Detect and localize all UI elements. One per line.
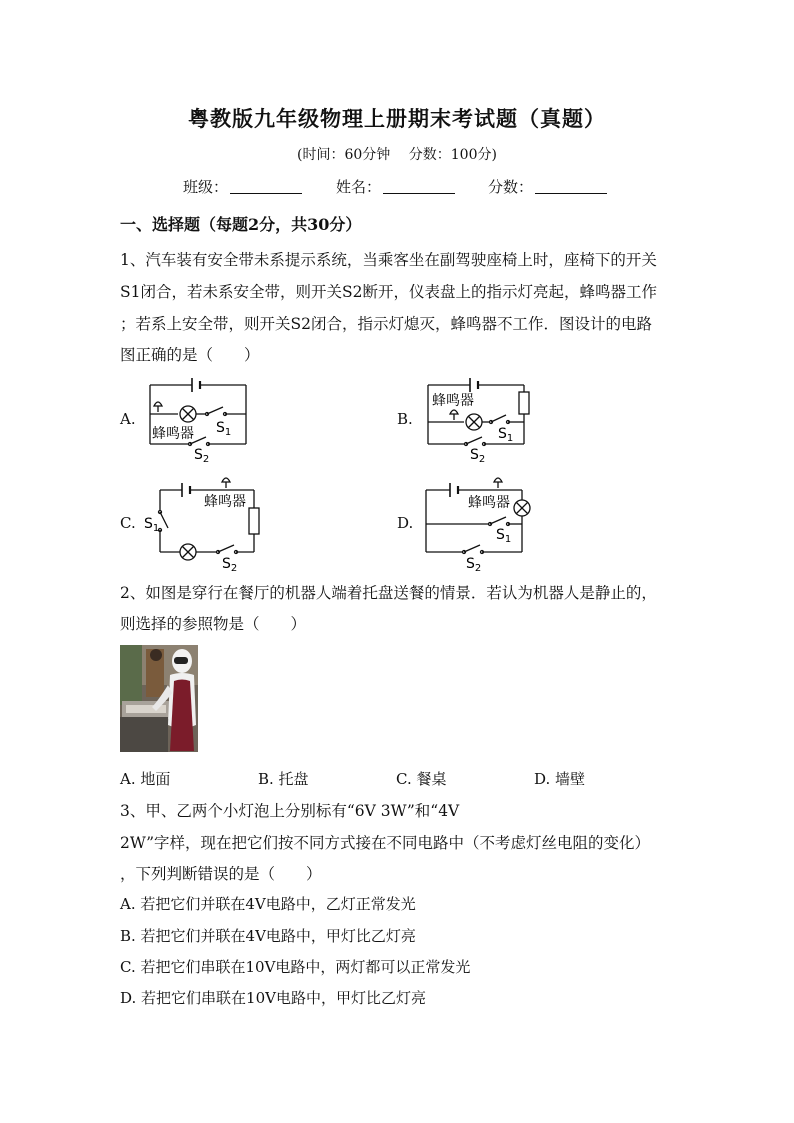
score-label: 分数： — [488, 178, 534, 196]
q2-option-c: C. 餐桌 — [396, 770, 447, 788]
q1-line-1: 1、汽车装有安全带未系提示系统，当乘客坐在副驾驶座椅上时，座椅下的开关 — [120, 251, 657, 269]
q2-option-d: D. 墙壁 — [534, 770, 586, 788]
circuit-b-s2-label: $S_2$ — [470, 447, 486, 464]
q1-option-c-label: C. — [120, 514, 136, 532]
q1-line-4: 图正确的是（ ） — [120, 346, 260, 364]
circuit-c-buzzer-label: 蜂鸣器 — [204, 494, 246, 510]
q3-option-d: D. 若把它们串联在10V电路中，甲灯比乙灯亮 — [120, 989, 426, 1007]
circuit-a — [140, 372, 260, 464]
class-label: 班级： — [183, 178, 229, 196]
page-title: 粤教版九年级物理上册期末考试题（真题） — [188, 106, 606, 131]
name-field — [336, 176, 455, 197]
q3-option-a: A. 若把它们并联在4V电路中，乙灯正常发光 — [120, 895, 416, 913]
circuit-b-buzzer-label: 蜂鸣器 — [432, 393, 474, 409]
q2-line-1: 2、如图是穿行在餐厅的机器人端着托盘送餐的情景．若认为机器人是静止的， — [120, 584, 657, 602]
q2-option-b: B. 托盘 — [258, 770, 309, 788]
circuit-d-s1-label: $S_1$ — [496, 527, 512, 545]
name-blank — [383, 179, 455, 194]
section-heading: 一、选择题（每题2分，共30分） — [120, 215, 362, 234]
q1-line-3: ；若系上安全带，则开关S2闭合，指示灯熄灭，蜂鸣器不工作．图设计的电路 — [120, 315, 652, 333]
class-blank — [230, 179, 302, 194]
q2-line-2: 则选择的参照物是（ ） — [120, 615, 307, 633]
q1-line-2: S1闭合，若未系安全带，则开关S2断开，仪表盘上的指示灯亮起，蜂鸣器工作 — [120, 283, 657, 301]
circuit-d-buzzer-label: 蜂鸣器 — [468, 495, 510, 511]
circuit-d — [418, 476, 543, 572]
q3-line-1: 3、甲、乙两个小灯泡上分别标有“6V 3W”和“4V — [120, 802, 460, 820]
q3-option-b: B. 若把它们并联在4V电路中，甲灯比乙灯亮 — [120, 927, 416, 945]
circuit-d-s2-label: $S_2$ — [466, 556, 482, 572]
exam-info: (时间：60分钟 分数：100分) — [297, 147, 497, 163]
q1-option-d-label: D. — [397, 514, 414, 532]
q2-option-a: A. 地面 — [120, 770, 171, 788]
circuit-c-s1-label: $S_1$ — [144, 516, 160, 534]
class-field — [183, 176, 302, 197]
q3-line-3: ，下列判断错误的是（ ） — [120, 865, 322, 883]
circuit-b-s1-label: $S_1$ — [498, 426, 514, 444]
q3-line-2: 2W”字样，现在把它们按不同方式接在不同电路中（不考虑灯丝电阻的变化） — [120, 834, 651, 852]
circuit-c-s2-label: $S_2$ — [222, 556, 238, 572]
robot-photo — [120, 645, 198, 752]
q3-option-c: C. 若把它们串联在10V电路中，两灯都可以正常发光 — [120, 958, 471, 976]
circuit-a-s2-label: $S_2$ — [194, 447, 210, 464]
circuit-c — [140, 476, 265, 572]
name-label: 姓名： — [336, 178, 382, 196]
circuit-b — [418, 372, 538, 464]
q1-option-b-label: B. — [397, 410, 413, 428]
score-blank — [535, 179, 607, 194]
circuit-a-s1-label: $S_1$ — [216, 420, 232, 438]
q1-option-a-label: A. — [120, 410, 136, 428]
circuit-a-buzzer-label: 蜂鸣器 — [152, 426, 194, 442]
score-field — [488, 176, 607, 197]
